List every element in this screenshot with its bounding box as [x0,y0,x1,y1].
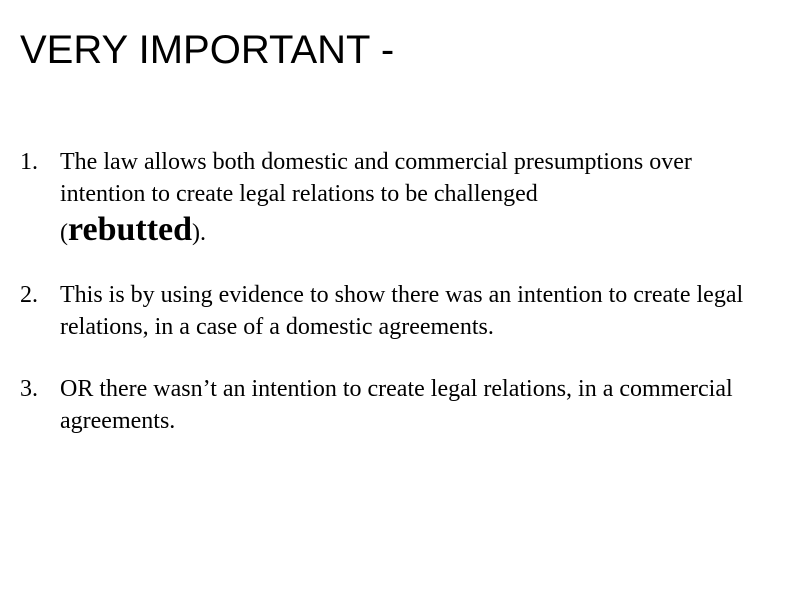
list-item [20,373,780,437]
paren-open: ( [60,220,68,246]
emphasized-word: rebutted [68,211,193,248]
list-item-body: The law allows both domestic and commercial presumptions over intention to create legal relations to be challenged [60,149,692,207]
slide-title: VERY IMPORTANT - [20,28,395,72]
list-item-text [60,146,780,249]
paren-close: ). [192,220,207,246]
list-item [20,279,780,343]
list-item-number: 1. [20,149,38,175]
list-item-text: OR there wasn’t an intention to create legal relations, in a commercial agreements. [60,376,733,434]
list-item [20,146,780,249]
numbered-list [20,146,780,437]
list-item-text: This is by using evidence to show there was an intention to create legal relations, in a case of a domestic agreements. [60,282,744,340]
list-item-emphasis-line [60,211,780,249]
list-item-number: 2. [20,282,38,308]
list-item-number: 3. [20,376,38,402]
